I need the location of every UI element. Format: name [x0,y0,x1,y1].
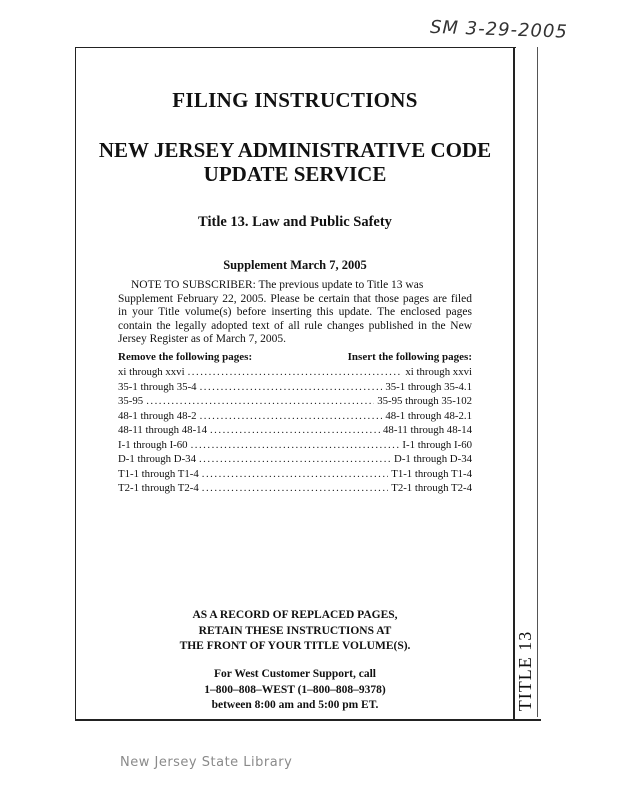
leader-dots [188,366,403,378]
table-row [118,453,472,468]
leader-dots [199,453,391,465]
table-row [118,439,472,454]
table-row [118,366,472,381]
table-row [118,468,472,483]
insert-cell: T2-1 through T2-4 [391,482,472,494]
record-line: THE FRONT OF YOUR TITLE VOLUME(S). [179,640,411,652]
insert-cell: 35-1 through 35-4.1 [385,380,472,393]
code-title-line: NEW JERSEY ADMINISTRATIVE CODE [98,138,492,162]
leader-dots [210,424,380,436]
leader-dots [200,381,383,393]
leader-dots [191,439,400,451]
remove-header: Remove the following pages: [118,351,253,363]
remove-cell: I-1 through I-60 [118,438,188,451]
insert-cell: I-1 through I-60 [402,438,472,451]
remove-cell: D-1 through D-34 [118,453,196,465]
tab-edge-line [537,47,538,717]
spine-tab [515,628,537,714]
supplement-date: Supplement March 7, 2005 [223,258,367,272]
table-row [118,424,472,439]
leader-dots [202,482,388,494]
leader-dots [202,468,388,480]
leader-dots [200,410,383,422]
insert-header: Insert the following pages: [347,351,472,363]
page-title: FILING INSTRUCTIONS [172,88,418,112]
remove-cell: 48-1 through 48-2 [118,409,197,422]
pages-table [118,366,472,497]
support-line: For West Customer Support, call [214,668,376,680]
code-title-line: UPDATE SERVICE [203,162,387,186]
frame-bottom-rule [75,719,541,721]
remove-cell: T2-1 through T2-4 [118,482,199,494]
insert-cell: T1-1 through T1-4 [391,467,472,480]
table-row [118,482,472,497]
insert-cell: 48-11 through 48-14 [383,424,472,436]
library-stamp: New Jersey State Library [120,755,293,770]
subscriber-note [118,279,472,347]
record-instructions [75,608,515,655]
remove-cell: 35-95 [118,395,144,407]
note-first-line: NOTE TO SUBSCRIBER: The previous update to Title 13 was [131,279,424,291]
remove-cell: T1-1 through T1-4 [118,467,199,480]
insert-cell: D-1 through D-34 [394,453,472,465]
code-title [75,138,515,186]
support-phone: 1–800–808–WEST (1–800–808–9378) [204,683,386,696]
insert-cell: xi through xxvi [405,366,472,378]
table-row [118,395,472,410]
table-row [118,381,472,396]
record-line: AS A RECORD OF REPLACED PAGES, [192,609,398,621]
remove-cell: 35-1 through 35-4 [118,380,197,393]
table-row [118,410,472,425]
support-hours: between 8:00 am and 5:00 pm ET. [211,699,379,711]
note-body: Supplement February 22, 2005. Please be certain that those pages are filed in your Title volume(s) before inserting this update. The enclosed pages contain the legally adopted text of all rule changes published in the New Jersey Register as of March 7, 2005. [118,292,472,346]
pages-table-header [118,351,472,365]
customer-support-info [75,667,515,714]
record-line: RETAIN THESE INSTRUCTIONS AT [198,624,392,637]
remove-cell: xi through xxvi [118,366,185,378]
handwritten-date-note: SM 3-29-2005 [429,16,569,43]
remove-cell: 48-11 through 48-14 [118,424,207,436]
insert-cell: 35-95 through 35-102 [377,395,472,407]
spine-label: TITLE 13 [515,630,535,712]
title-subject: Title 13. Law and Public Safety [198,214,392,230]
insert-cell: 48-1 through 48-2.1 [385,409,472,422]
leader-dots [146,395,374,407]
